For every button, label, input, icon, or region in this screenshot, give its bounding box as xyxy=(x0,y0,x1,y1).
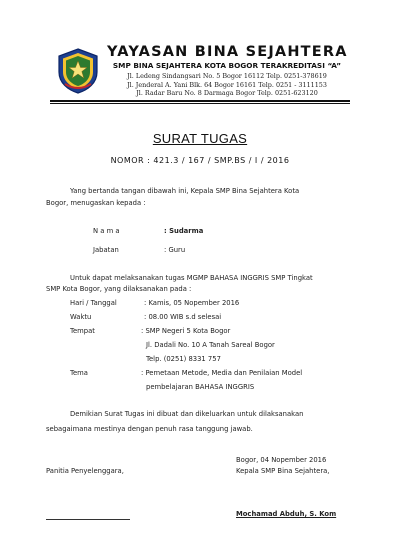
purpose-line-2: SMP Kota Bogor, yang dilaksanakan pada : xyxy=(46,285,192,293)
place-value-3: Telp. (0251) 8331 757 xyxy=(146,355,221,363)
position-label: Jabatan xyxy=(93,246,119,254)
school-logo xyxy=(56,48,100,94)
organization-title: YAYASAN BINA SEJAHTERA xyxy=(107,44,348,60)
organizer-signature-line xyxy=(46,519,130,520)
address-line-1: Jl. Ledeng Sindangsari No. 5 Bogor 16112 Telp. 0251-378619 xyxy=(127,72,327,80)
place-date: Bogor, 04 Nopember 2016 xyxy=(236,456,327,464)
intro-line-2: Bogor, menugaskan kepada : xyxy=(46,199,146,207)
name-label: N a m a xyxy=(93,227,120,235)
letterhead-divider-thin xyxy=(50,103,350,104)
time-label: Waktu xyxy=(70,313,92,321)
name-value: : Sudarma xyxy=(164,227,204,235)
organizer-title: Panitia Penyelenggara, xyxy=(46,467,124,475)
day-label: Hari / Tanggal xyxy=(70,299,117,307)
theme-value-1: : Pemetaan Metode, Media dan Penilaian Model xyxy=(141,369,303,377)
closing-line-1: Demikian Surat Tugas ini dibuat dan dikeluarkan untuk dilaksanakan xyxy=(70,410,304,418)
address-line-3: Jl. Radar Baru No. 8 Darmaga Bogor Telp. 0251-623120 xyxy=(136,89,318,97)
letterhead-divider-thick xyxy=(50,100,350,102)
principal-title: Kepala SMP Bina Sejahtera, xyxy=(236,467,330,475)
theme-label: Tema xyxy=(70,369,88,377)
document-title: SURAT TUGAS xyxy=(152,131,248,146)
place-value-2: Jl. Dadali No. 10 A Tanah Sareal Bogor xyxy=(146,341,275,349)
position-value: : Guru xyxy=(164,246,186,254)
purpose-line-1: Untuk dapat melaksanakan tugas MGMP BAHASA INGGRIS SMP Tingkat xyxy=(70,274,313,282)
intro-line-1: Yang bertanda tangan dibawah ini, Kepala SMP Bina Sejahtera Kota xyxy=(70,187,300,195)
place-label: Tempat xyxy=(70,327,95,335)
day-value: : Kamis, 05 Nopember 2016 xyxy=(144,299,240,307)
theme-value-2: pembelajaran BAHASA INGGRIS xyxy=(146,383,255,391)
signer-name: Mochamad Abduh, S. Kom xyxy=(236,510,337,518)
school-name-line: SMP BINA SEJAHTERA KOTA BOGOR TERAKREDITASI “A” xyxy=(112,61,342,70)
place-value-1: : SMP Negeri 5 Kota Bogor xyxy=(141,327,231,335)
document-number: NOMOR : 421.3 / 167 / SMP.BS / I / 2016 xyxy=(110,156,290,165)
closing-line-2: sebagaimana mestinya dengan penuh rasa tanggung jawab. xyxy=(46,425,253,433)
address-line-2: Jl. Jenderal A. Yani Blk. 64 Bogor 16161 Telp. 0251 - 3111153 xyxy=(127,80,327,89)
time-value: : 08.00 WIB s.d selesai xyxy=(144,313,222,321)
